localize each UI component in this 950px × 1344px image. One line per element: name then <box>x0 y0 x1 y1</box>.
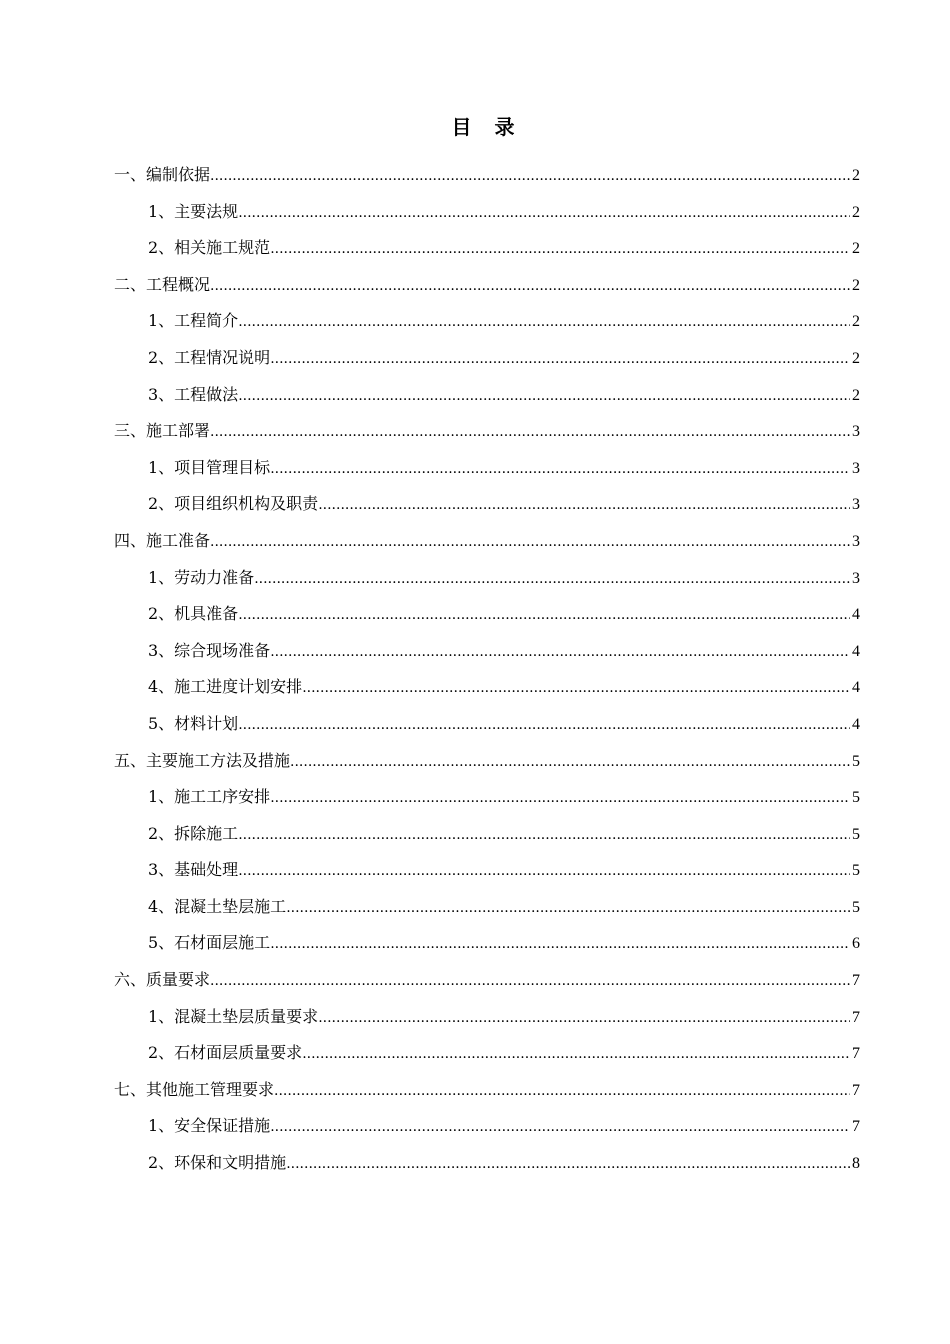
toc-entry-page: 2 <box>852 386 860 404</box>
toc-entry[interactable] <box>114 852 860 889</box>
toc-leader-dots <box>270 1109 850 1146</box>
toc-leader-dots <box>318 487 850 524</box>
toc-leader-dots <box>210 268 850 305</box>
toc-entry-page: 3 <box>852 496 860 514</box>
toc-leader-dots <box>270 451 850 488</box>
toc-entry-label: 一、编制依据 <box>114 165 211 184</box>
toc-entry-label: 2、相关施工规范 <box>148 238 271 258</box>
toc-entry-page: 2 <box>852 276 860 294</box>
toc-entry-page: 2 <box>852 349 860 367</box>
toc-entry[interactable] <box>114 486 860 523</box>
toc-entry-label: 2、工程情况说明 <box>148 347 271 367</box>
toc-entry-page: 6 <box>852 935 860 953</box>
toc-entry-label: 1、施工工序安排 <box>148 787 271 807</box>
toc-entry[interactable] <box>114 889 860 926</box>
toc-entry[interactable] <box>114 1145 860 1182</box>
toc-entry[interactable] <box>114 377 860 414</box>
toc-entry[interactable] <box>114 303 860 340</box>
toc-entry[interactable] <box>114 230 860 267</box>
toc-entry-page: 4 <box>852 606 860 624</box>
toc-entry-page: 7 <box>852 1118 860 1136</box>
toc-entry-page: 5 <box>852 898 860 916</box>
toc-entry-label: 3、基础处理 <box>148 860 239 880</box>
toc-leader-dots <box>238 195 850 232</box>
toc-entry-page: 5 <box>852 825 860 843</box>
toc-leader-dots <box>270 341 850 378</box>
toc-entry-page: 7 <box>852 972 860 990</box>
toc-entry-label: 4、施工进度计划安排 <box>148 677 303 697</box>
toc-entry-label: 六、质量要求 <box>114 970 211 990</box>
toc-leader-dots <box>210 963 850 1000</box>
toc-entry-page: 3 <box>852 532 860 550</box>
toc-leader-dots <box>238 304 850 341</box>
toc-entry-page: 5 <box>852 862 860 880</box>
toc-entry-page: 2 <box>852 203 860 221</box>
toc-entry[interactable] <box>114 560 860 597</box>
toc-leader-dots <box>274 1073 850 1110</box>
toc-entry-page: 5 <box>852 789 860 807</box>
toc-leader-dots <box>270 926 850 963</box>
toc-leader-dots <box>238 817 850 854</box>
toc-title: 目 录 <box>451 115 523 139</box>
toc-entry-label: 2、石材面层质量要求 <box>148 1043 303 1063</box>
toc-entry-label: 5、材料计划 <box>148 713 239 733</box>
toc-entry-label: 2、拆除施工 <box>148 823 239 843</box>
toc-entry-page: 4 <box>852 715 860 733</box>
toc-entry[interactable] <box>114 523 860 560</box>
toc-entry-label: 1、混凝土垫层质量要求 <box>148 1006 319 1026</box>
toc-entry[interactable] <box>114 340 860 377</box>
toc-entry[interactable] <box>114 1035 860 1072</box>
toc-entry-label: 三、施工部署 <box>114 421 211 441</box>
toc-entry[interactable] <box>114 267 860 304</box>
toc-entry-page: 7 <box>852 1081 860 1099</box>
toc-list <box>114 157 860 1182</box>
toc-leader-dots <box>302 670 850 707</box>
toc-entry-page: 3 <box>852 569 860 587</box>
toc-leader-dots <box>238 707 850 744</box>
toc-leader-dots <box>210 524 850 561</box>
toc-entry-label: 2、机具准备 <box>148 604 239 624</box>
toc-entry[interactable] <box>114 925 860 962</box>
toc-entry[interactable] <box>114 450 860 487</box>
toc-entry[interactable] <box>114 779 860 816</box>
toc-entry-page: 4 <box>852 679 860 697</box>
toc-entry-label: 七、其他施工管理要求 <box>114 1079 275 1099</box>
toc-entry-page: 2 <box>852 313 860 331</box>
toc-leader-dots <box>254 561 850 598</box>
toc-entry[interactable] <box>114 999 860 1036</box>
toc-entry[interactable] <box>114 816 860 853</box>
toc-entry-page: 2 <box>852 240 860 258</box>
toc-leader-dots <box>270 780 850 817</box>
toc-leader-dots <box>290 744 850 781</box>
toc-leader-dots <box>286 1146 850 1183</box>
toc-entry-page: 3 <box>852 459 860 477</box>
toc-entry-page: 5 <box>852 752 860 770</box>
toc-entry[interactable] <box>114 194 860 231</box>
toc-leader-dots <box>302 1036 850 1073</box>
toc-entry[interactable] <box>114 633 860 670</box>
toc-entry-label: 5、石材面层施工 <box>148 933 271 953</box>
toc-entry[interactable] <box>114 1072 860 1109</box>
toc-leader-dots <box>286 890 850 927</box>
toc-entry[interactable] <box>114 706 860 743</box>
toc-entry-page: 3 <box>852 423 860 441</box>
toc-entry-label: 1、安全保证措施 <box>148 1116 271 1136</box>
toc-entry[interactable] <box>114 962 860 999</box>
toc-entry-label: 1、项目管理目标 <box>148 457 271 477</box>
toc-entry-label: 四、施工准备 <box>114 530 211 550</box>
toc-entry-label: 3、综合现场准备 <box>148 640 271 660</box>
toc-leader-dots <box>270 231 850 268</box>
toc-leader-dots <box>318 1000 850 1037</box>
toc-entry-label: 1、劳动力准备 <box>148 567 255 587</box>
toc-leader-dots <box>238 378 850 415</box>
toc-entry-page: 4 <box>852 642 860 660</box>
toc-entry-label: 五、主要施工方法及措施 <box>114 750 291 770</box>
toc-entry-label: 2、环保和文明措施 <box>148 1153 287 1173</box>
toc-leader-dots <box>238 853 850 890</box>
toc-entry-label: 2、项目组织机构及职责 <box>148 494 319 514</box>
toc-entry[interactable] <box>114 157 860 194</box>
toc-entry-label: 4、混凝土垫层施工 <box>148 896 287 916</box>
toc-entry[interactable] <box>114 743 860 780</box>
toc-entry-label: 1、工程简介 <box>148 311 239 331</box>
toc-entry[interactable] <box>114 596 860 633</box>
toc-entry-page: 7 <box>852 1008 860 1026</box>
toc-leader-dots <box>210 414 850 451</box>
toc-entry-label: 3、工程做法 <box>148 384 239 404</box>
toc-entry-label: 1、主要法规 <box>148 201 239 221</box>
toc-entry-page: 8 <box>852 1155 860 1173</box>
toc-leader-dots <box>210 158 850 195</box>
toc-entry[interactable] <box>114 413 860 450</box>
toc-entry-page: 7 <box>852 1045 860 1063</box>
toc-entry-page: 2 <box>852 167 860 184</box>
toc-entry[interactable] <box>114 669 860 706</box>
toc-entry-label: 二、工程概况 <box>114 274 211 294</box>
toc-entry[interactable] <box>114 1108 860 1145</box>
toc-leader-dots <box>238 597 850 634</box>
toc-leader-dots <box>270 634 850 671</box>
